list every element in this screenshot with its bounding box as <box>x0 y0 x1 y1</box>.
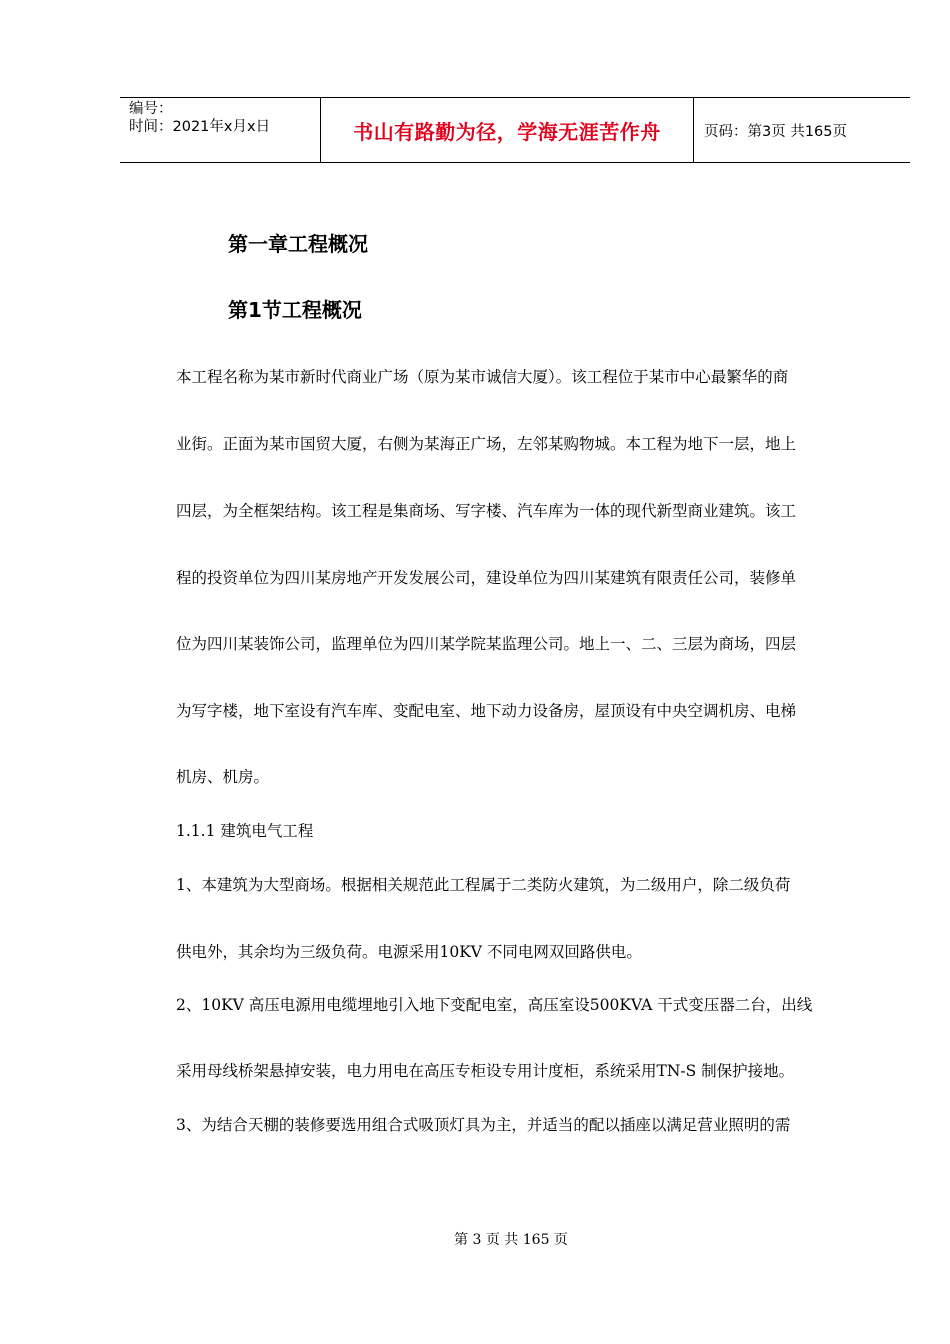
item-1-line-2: 供电外，其余均为三级负荷。电源采用10KV 不同电网双回路供电。 <box>176 943 642 961</box>
intro-line-1: 本工程名称为某市新时代商业广场（原为某市诚信大厦）。该工程位于某市中心最繁华的商 <box>176 368 789 386</box>
intro-line-7: 机房、机房。 <box>176 768 270 786</box>
document-time-label: 时间：2021年x月x日 <box>129 119 271 135</box>
header-meta-cell <box>120 98 321 162</box>
intro-line-3: 四层，为全框架结构。该工程是集商场、写字楼、汽车库为一体的现代新型商业建筑。该工 <box>176 502 797 520</box>
header-page-number: 页码：第3页 共165页 <box>704 123 848 140</box>
item-2-line-2: 采用母线桥架悬掉安装，电力用电在高压专柜设专用计度柜，系统采用TN-S 制保护接地。 <box>176 1062 795 1080</box>
intro-line-6: 为写字楼，地下室设有汽车库、变配电室、地下动力设备房，屋顶设有中央空调机房、电梯 <box>176 702 797 720</box>
page-footer: 第 3 页 共 165 页 <box>454 1232 568 1248</box>
intro-line-5: 位为四川某装饰公司，监理单位为四川某学院某监理公司。地上一、二、三层为商场，四层 <box>176 635 797 653</box>
intro-line-4: 程的投资单位为四川某房地产开发发展公司，建设单位为四川某建筑有限责任公司，装修单 <box>176 569 797 587</box>
header-motto: 书山有路勤为径，学海无涯苦作舟 <box>321 98 694 162</box>
item-2-line-1: 2、10KV 高压电源用电缆埋地引入地下变配电室，高压室设500KVA 干式变压器二台，出线 <box>176 996 813 1014</box>
page-header-table <box>120 97 910 163</box>
chapter-title: 第一章工程概况 <box>228 232 368 256</box>
item-3-line-1: 3、为结合天棚的装修要选用组合式吸顶灯具为主，并适当的配以插座以满足营业照明的需 <box>176 1116 791 1134</box>
document-number-label: 编号： <box>129 101 173 117</box>
intro-line-2: 业街。正面为某市国贸大厦，右侧为某海正广场，左邻某购物城。本工程为地下一层，地上 <box>176 435 797 453</box>
item-1-line-1: 1、本建筑为大型商场。根据相关规范此工程属于二类防火建筑，为二级用户，除二级负荷 <box>176 876 791 894</box>
subsection-title: 1.1.1 建筑电气工程 <box>176 822 314 840</box>
section-title: 第1节工程概况 <box>228 298 362 322</box>
